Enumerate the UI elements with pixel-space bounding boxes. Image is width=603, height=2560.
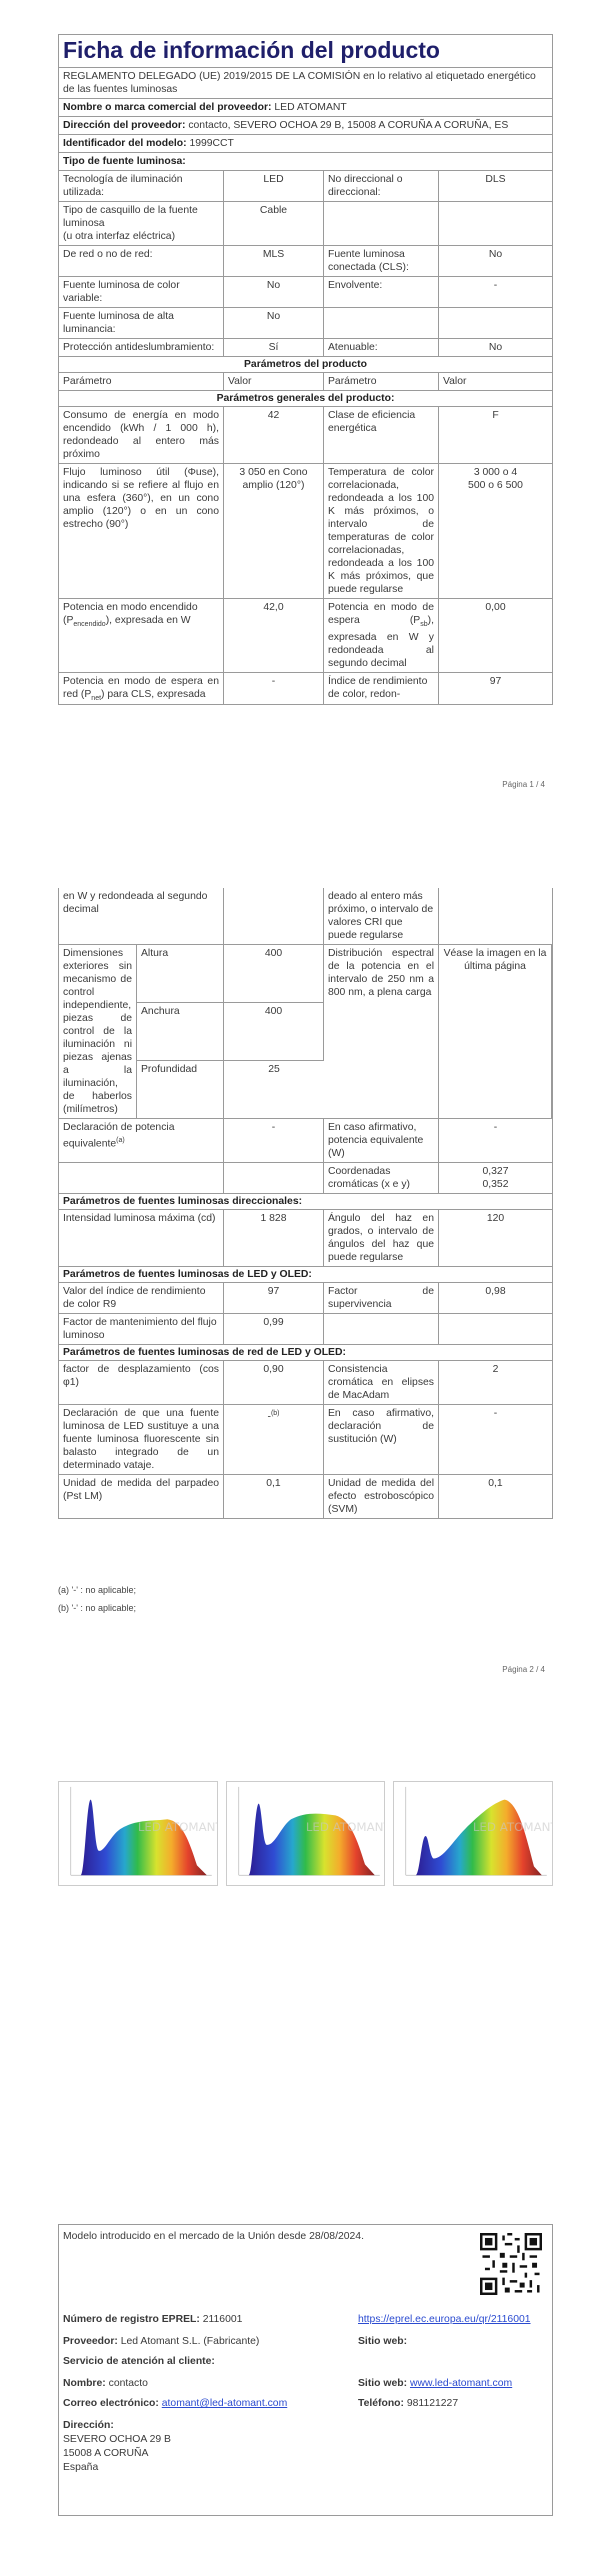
address-line-1: SEVERO OCHOA 29 B bbox=[63, 2434, 171, 2445]
page-1 bbox=[58, 34, 553, 705]
netstandby-value: - bbox=[224, 673, 324, 704]
replace-value: - bbox=[267, 1411, 271, 1423]
col-param-1: Parámetro bbox=[59, 373, 224, 390]
cri-value: 97 bbox=[489, 676, 502, 688]
eprel-value: 2116001 bbox=[202, 2314, 243, 2325]
replace-power-value: - bbox=[493, 1408, 498, 1419]
param-row-replace bbox=[59, 1404, 552, 1474]
spectrum-graph-1 bbox=[59, 1782, 217, 1885]
empty-cell bbox=[324, 1314, 439, 1344]
cri-cont: deado al entero más próximo, o intervalo de valores CRI que puede regularse bbox=[324, 888, 439, 944]
supplier-value: Led Atomant S.L. (Fabricante) bbox=[120, 2336, 260, 2347]
cap-value: Cable bbox=[224, 202, 324, 245]
netstandby-label bbox=[59, 673, 224, 704]
supplier-name-row bbox=[59, 98, 552, 116]
r9-value: 97 bbox=[224, 1283, 324, 1313]
empty-cell bbox=[324, 308, 439, 338]
standby-value: 0,00 bbox=[485, 602, 506, 613]
param-row-flux bbox=[59, 463, 552, 598]
standby-label-b: ), expresada en W y redondeada al segundo decimal bbox=[328, 615, 434, 670]
nondirectional-label: No direccional o direccional: bbox=[324, 171, 439, 201]
replace-value-cell bbox=[224, 1405, 324, 1474]
mains-value: MLS bbox=[224, 246, 324, 276]
param-row-chroma bbox=[59, 1162, 552, 1193]
supplier-name-value: LED ATOMANT bbox=[274, 102, 347, 113]
standby-sub: sb bbox=[420, 621, 428, 629]
depth-label: Profundidad bbox=[137, 1061, 224, 1118]
connected-label: Fuente luminosa conectada (CLS): bbox=[324, 246, 439, 276]
spectrum-image-1 bbox=[58, 1781, 218, 1886]
width-value: 400 bbox=[224, 1003, 324, 1061]
email-cell bbox=[63, 2397, 358, 2411]
website-link[interactable]: www.led-atomant.com bbox=[409, 2378, 513, 2389]
col-value-2: Valor bbox=[443, 376, 467, 387]
flicker-label: Unidad de medida del parpadeo (Pst LM) bbox=[59, 1475, 224, 1518]
beam-label: Ángulo del haz en grados, o intervalo de ángulos del haz que puede regularse bbox=[324, 1210, 439, 1266]
efficiency-label: Clase de eficiencia energética bbox=[324, 407, 439, 463]
supplier-cell bbox=[63, 2335, 358, 2349]
disp-label: factor de desplazamiento (cos φ1) bbox=[59, 1361, 224, 1404]
params-header: Parámetros del producto bbox=[59, 356, 552, 372]
spectrum-image-2 bbox=[226, 1781, 386, 1886]
spec-row-cap bbox=[59, 201, 552, 245]
eprel-row bbox=[59, 2313, 552, 2327]
spec-row-highlum bbox=[59, 307, 552, 338]
eprel-label: Número de registro EPREL: bbox=[63, 2314, 200, 2325]
supplier-address-label: Dirección del proveedor: bbox=[63, 120, 186, 131]
col-value-1: Valor bbox=[224, 373, 324, 390]
spd-label: Distribución espectral de la potencia en el intervalo de 250 nm a 800 nm, a plena carga bbox=[324, 945, 439, 1118]
name-label: Nombre: bbox=[63, 2378, 106, 2389]
param-row-maint bbox=[59, 1313, 552, 1344]
footnote-b: (b) '-' : no aplicable; bbox=[58, 1603, 136, 1613]
param-row-netstandby-cont bbox=[59, 888, 552, 944]
replace-power-label: En caso afirmativo, declaración de sustitución (W) bbox=[324, 1405, 439, 1474]
color-tunable-value: No bbox=[224, 277, 324, 307]
onmode-label bbox=[59, 599, 224, 672]
netstandby-cont: en W y redondeada al segundo decimal bbox=[59, 888, 224, 944]
qr-code-graphic bbox=[480, 2233, 542, 2295]
flux-label: Flujo luminoso útil (Φuse), indicando si se refiere al flujo en una esfera (360°), en un cono amplio (120°) o en un cono estrecho (90°) bbox=[59, 464, 224, 598]
spectrum-image-3 bbox=[393, 1781, 553, 1886]
chroma-label: Coordenadas cromáticas (x e y) bbox=[324, 1163, 439, 1193]
cct-value-cell bbox=[439, 464, 552, 598]
address-label: Dirección: bbox=[63, 2420, 114, 2431]
mains-led-header: Parámetros de fuentes luminosas de red de LED y OLED: bbox=[59, 1344, 552, 1360]
phone-cell bbox=[358, 2397, 558, 2411]
contact-name-cell bbox=[63, 2377, 358, 2391]
flicker-value: 0,1 bbox=[224, 1475, 324, 1518]
supplier-row bbox=[59, 2335, 552, 2349]
empty-cell bbox=[324, 202, 439, 245]
envelope-label: Envolvente: bbox=[324, 277, 439, 307]
cap-note: (u otra interfaz eléctrica) bbox=[63, 231, 176, 242]
footnote-a: (a) '-' : no aplicable; bbox=[58, 1585, 136, 1595]
address-cell bbox=[63, 2419, 358, 2475]
website-label-1: Sitio web: bbox=[358, 2336, 408, 2347]
contact-name-row bbox=[59, 2377, 552, 2391]
survival-label: Factor de supervivencia bbox=[324, 1283, 439, 1313]
width-label: Anchura bbox=[137, 1003, 224, 1061]
high-lum-value: No bbox=[224, 308, 324, 338]
service-header-cell bbox=[63, 2355, 358, 2369]
netstandby-label-b: ) para CLS, expresada bbox=[101, 689, 206, 701]
supplier-address-row bbox=[59, 116, 552, 134]
general-params-header: Parámetros generales del producto: bbox=[59, 390, 552, 406]
beam-value: 120 bbox=[486, 1213, 505, 1224]
high-lum-label: Fuente luminosa de alta luminancia: bbox=[59, 308, 224, 338]
replace-label: Declaración de que una fuente luminosa de LED sustituye a una fuente luminosa fluorescente sin balasto integrado de un determinado vataje. bbox=[59, 1405, 224, 1474]
website-label-2: Sitio web: bbox=[358, 2378, 408, 2389]
dims-label: Dimensiones exteriores sin mecanismo de control independiente, piezas de control de la iluminación ni piezas ajenas a la iluminación, de haberlos (milímetros) bbox=[59, 945, 137, 1118]
watermark-2: LED ATOMANT bbox=[305, 1820, 385, 1835]
dimmable-label: Atenuable: bbox=[324, 339, 439, 356]
spec-row-tech bbox=[59, 170, 552, 201]
cap-label-cell bbox=[59, 202, 224, 245]
height-value: 400 bbox=[224, 945, 324, 1003]
page-2 bbox=[58, 888, 553, 1519]
service-header-row bbox=[59, 2355, 552, 2369]
email-label: Correo electrónico: bbox=[63, 2398, 159, 2409]
watermark-1: LED ATOMANT bbox=[137, 1820, 217, 1835]
onmode-sub: encendido bbox=[73, 621, 106, 629]
consumption-value: 42 bbox=[224, 407, 324, 463]
netstandby-sub: net bbox=[91, 695, 102, 703]
phone-value: 981121227 bbox=[406, 2398, 459, 2409]
address-line-3: España bbox=[63, 2462, 99, 2473]
empty-cell bbox=[358, 2419, 558, 2475]
address-line-2: 15008 A CORUÑA bbox=[63, 2448, 149, 2459]
color-tunable-label: Fuente luminosa de color variable: bbox=[59, 277, 224, 307]
empty-cell bbox=[358, 2355, 558, 2369]
model-row bbox=[59, 134, 552, 152]
netstandby-label-a: Potencia en modo de espera en red (P bbox=[63, 676, 219, 701]
flux-value: 3 050 en Cono amplio (120°) bbox=[224, 464, 324, 598]
cap-label: Tipo de casquillo de la fuente luminosa bbox=[63, 205, 198, 229]
equiv-sup: (a) bbox=[116, 1137, 125, 1144]
antiglare-value: Sí bbox=[224, 339, 324, 356]
footnotes bbox=[58, 1580, 136, 1616]
phone-label: Teléfono: bbox=[358, 2398, 404, 2409]
consist-value: 2 bbox=[492, 1364, 499, 1375]
consumption-label: Consumo de energía en modo encendido (kWh / 1 000 h), redondeado al entero más próximo bbox=[59, 407, 224, 463]
equiv-label-text: Declaración de potencia equivalente bbox=[63, 1122, 175, 1150]
spec-row-color bbox=[59, 276, 552, 307]
survival-value: 0,98 bbox=[485, 1286, 506, 1297]
chroma-value-cell bbox=[439, 1163, 552, 1193]
strobo-label: Unidad de medida del efecto estroboscópico (SVM) bbox=[324, 1475, 439, 1518]
param-row-onmode bbox=[59, 598, 552, 672]
cct-value-1: 3 000 o 4 bbox=[473, 467, 518, 478]
maint-label: Factor de mantenimiento del flujo luminoso bbox=[59, 1314, 224, 1344]
mains-label: De red o no de red: bbox=[59, 246, 224, 276]
col-param-2: Parámetro bbox=[324, 373, 439, 390]
supplier-name-label: Nombre o marca comercial del proveedor: bbox=[63, 102, 272, 113]
equiv-label bbox=[59, 1119, 224, 1162]
chroma-x: 0,327 bbox=[482, 1166, 509, 1177]
empty-cell bbox=[439, 202, 552, 245]
cct-value-2: 500 o 6 500 bbox=[468, 480, 523, 491]
maint-value: 0,99 bbox=[224, 1314, 324, 1344]
antiglare-label: Protección antideslumbramiento: bbox=[59, 339, 224, 356]
empty-cell bbox=[439, 888, 552, 944]
supplier-label: Proveedor: bbox=[63, 2336, 118, 2347]
chroma-y: 0,352 bbox=[482, 1179, 509, 1190]
model-label: Identificador del modelo: bbox=[63, 138, 187, 149]
cri-label: Índice de rendimiento de color, redon- bbox=[324, 673, 439, 704]
efficiency-value: F bbox=[492, 410, 499, 421]
watermark-3: LED ATOMANT bbox=[473, 1820, 553, 1835]
empty-cell bbox=[224, 1163, 324, 1193]
eprel-cell bbox=[63, 2313, 358, 2327]
intro-text: Modelo introducido en el mercado de la Unión desde 28/08/2024. bbox=[63, 2231, 364, 2242]
page-4-card bbox=[58, 2224, 553, 2516]
website-cell-1 bbox=[358, 2335, 558, 2349]
directional-header: Parámetros de fuentes luminosas direccionales: bbox=[59, 1193, 552, 1209]
page-number-2: Página 2 / 4 bbox=[502, 1665, 545, 1674]
qr-code-icon[interactable] bbox=[480, 2233, 542, 2295]
eprel-link[interactable]: https://eprel.ec.europa.eu/qr/2116001 bbox=[358, 2314, 531, 2325]
param-row-peak bbox=[59, 1209, 552, 1266]
card-details bbox=[59, 2313, 552, 2475]
empty-cell bbox=[439, 1314, 552, 1344]
param-row-disp bbox=[59, 1360, 552, 1404]
param-row-consumption bbox=[59, 406, 552, 463]
name-value: contacto bbox=[108, 2378, 148, 2389]
dimmable-value: No bbox=[488, 342, 503, 353]
envelope-value: - bbox=[493, 280, 498, 291]
tech-label: Tecnología de iluminación utilizada: bbox=[59, 171, 224, 201]
spectrum-graph-3 bbox=[394, 1782, 552, 1885]
website-cell-2 bbox=[358, 2377, 558, 2391]
onmode-label-a: Potencia en modo encendido (P bbox=[63, 602, 198, 626]
equiv-power-value: - bbox=[493, 1122, 498, 1133]
param-row-equiv bbox=[59, 1118, 552, 1162]
height-label: Altura bbox=[137, 945, 224, 1003]
param-row-r9 bbox=[59, 1282, 552, 1313]
spectrum-graph-2 bbox=[227, 1782, 385, 1885]
empty-cell bbox=[224, 888, 324, 944]
onmode-value: 42,0 bbox=[224, 599, 324, 672]
depth-value: 25 bbox=[268, 1064, 280, 1075]
spd-value: Véase la imagen en la última página bbox=[439, 945, 552, 1118]
email-link[interactable]: atomant@led-atomant.com bbox=[161, 2398, 288, 2409]
param-row-netstandby bbox=[59, 672, 552, 704]
disp-value: 0,90 bbox=[224, 1361, 324, 1404]
strobo-value: 0,1 bbox=[488, 1478, 503, 1489]
consist-label: Consistencia cromática en elipses de MacAdam bbox=[324, 1361, 439, 1404]
peak-value: 1 828 bbox=[224, 1210, 324, 1266]
params-column-headers bbox=[59, 372, 552, 390]
replace-sup: (b) bbox=[270, 1410, 280, 1417]
spec-row-mains bbox=[59, 245, 552, 276]
param-row-flicker bbox=[59, 1474, 552, 1518]
email-row bbox=[59, 2397, 552, 2411]
regulation-text: REGLAMENTO DELEGADO (UE) 2019/2015 DE LA COMISIÓN en lo relativo al etiquetado energético de las fuentes luminosas bbox=[59, 67, 552, 98]
document-title: Ficha de información del producto bbox=[63, 37, 440, 63]
param-row-dims bbox=[59, 944, 552, 1118]
empty-cell bbox=[439, 308, 552, 338]
address-row bbox=[59, 2419, 552, 2475]
spectra-images bbox=[58, 1781, 553, 1886]
source-type-header bbox=[59, 152, 552, 170]
led-header: Parámetros de fuentes luminosas de LED y OLED: bbox=[59, 1266, 552, 1282]
source-type-label: Tipo de fuente luminosa: bbox=[63, 156, 186, 167]
equiv-value: - bbox=[224, 1119, 324, 1162]
standby-label bbox=[324, 599, 439, 672]
equiv-power-label: En caso afirmativo, potencia equivalente (W) bbox=[324, 1119, 439, 1162]
service-header: Servicio de atención al cliente: bbox=[63, 2356, 215, 2367]
cct-label: Temperatura de color correlacionada, redondeada a los 100 K más próximos, o intervalo de temperaturas de color correlacionadas, redondeada a los 100 K más próximos, que puede regularse bbox=[324, 464, 439, 598]
empty-cell bbox=[59, 1163, 224, 1193]
r9-label: Valor del índice de rendimiento de color R9 bbox=[59, 1283, 224, 1313]
tech-value: LED bbox=[224, 171, 324, 201]
connected-value: No bbox=[488, 249, 503, 260]
onmode-label-b: ), expresada en W bbox=[105, 615, 191, 626]
supplier-address-value: contacto, SEVERO OCHOA 29 B, 15008 A CORUÑA A CORUÑA, ES bbox=[188, 120, 509, 131]
standby-label-a: Potencia en modo de espera (P bbox=[328, 602, 434, 626]
nondirectional-value: DLS bbox=[485, 174, 506, 185]
model-value: 1999CCT bbox=[189, 138, 234, 149]
page-number-1: Página 1 / 4 bbox=[502, 780, 545, 789]
peak-label: Intensidad luminosa máxima (cd) bbox=[59, 1210, 224, 1266]
spec-row-antiglare bbox=[59, 338, 552, 356]
